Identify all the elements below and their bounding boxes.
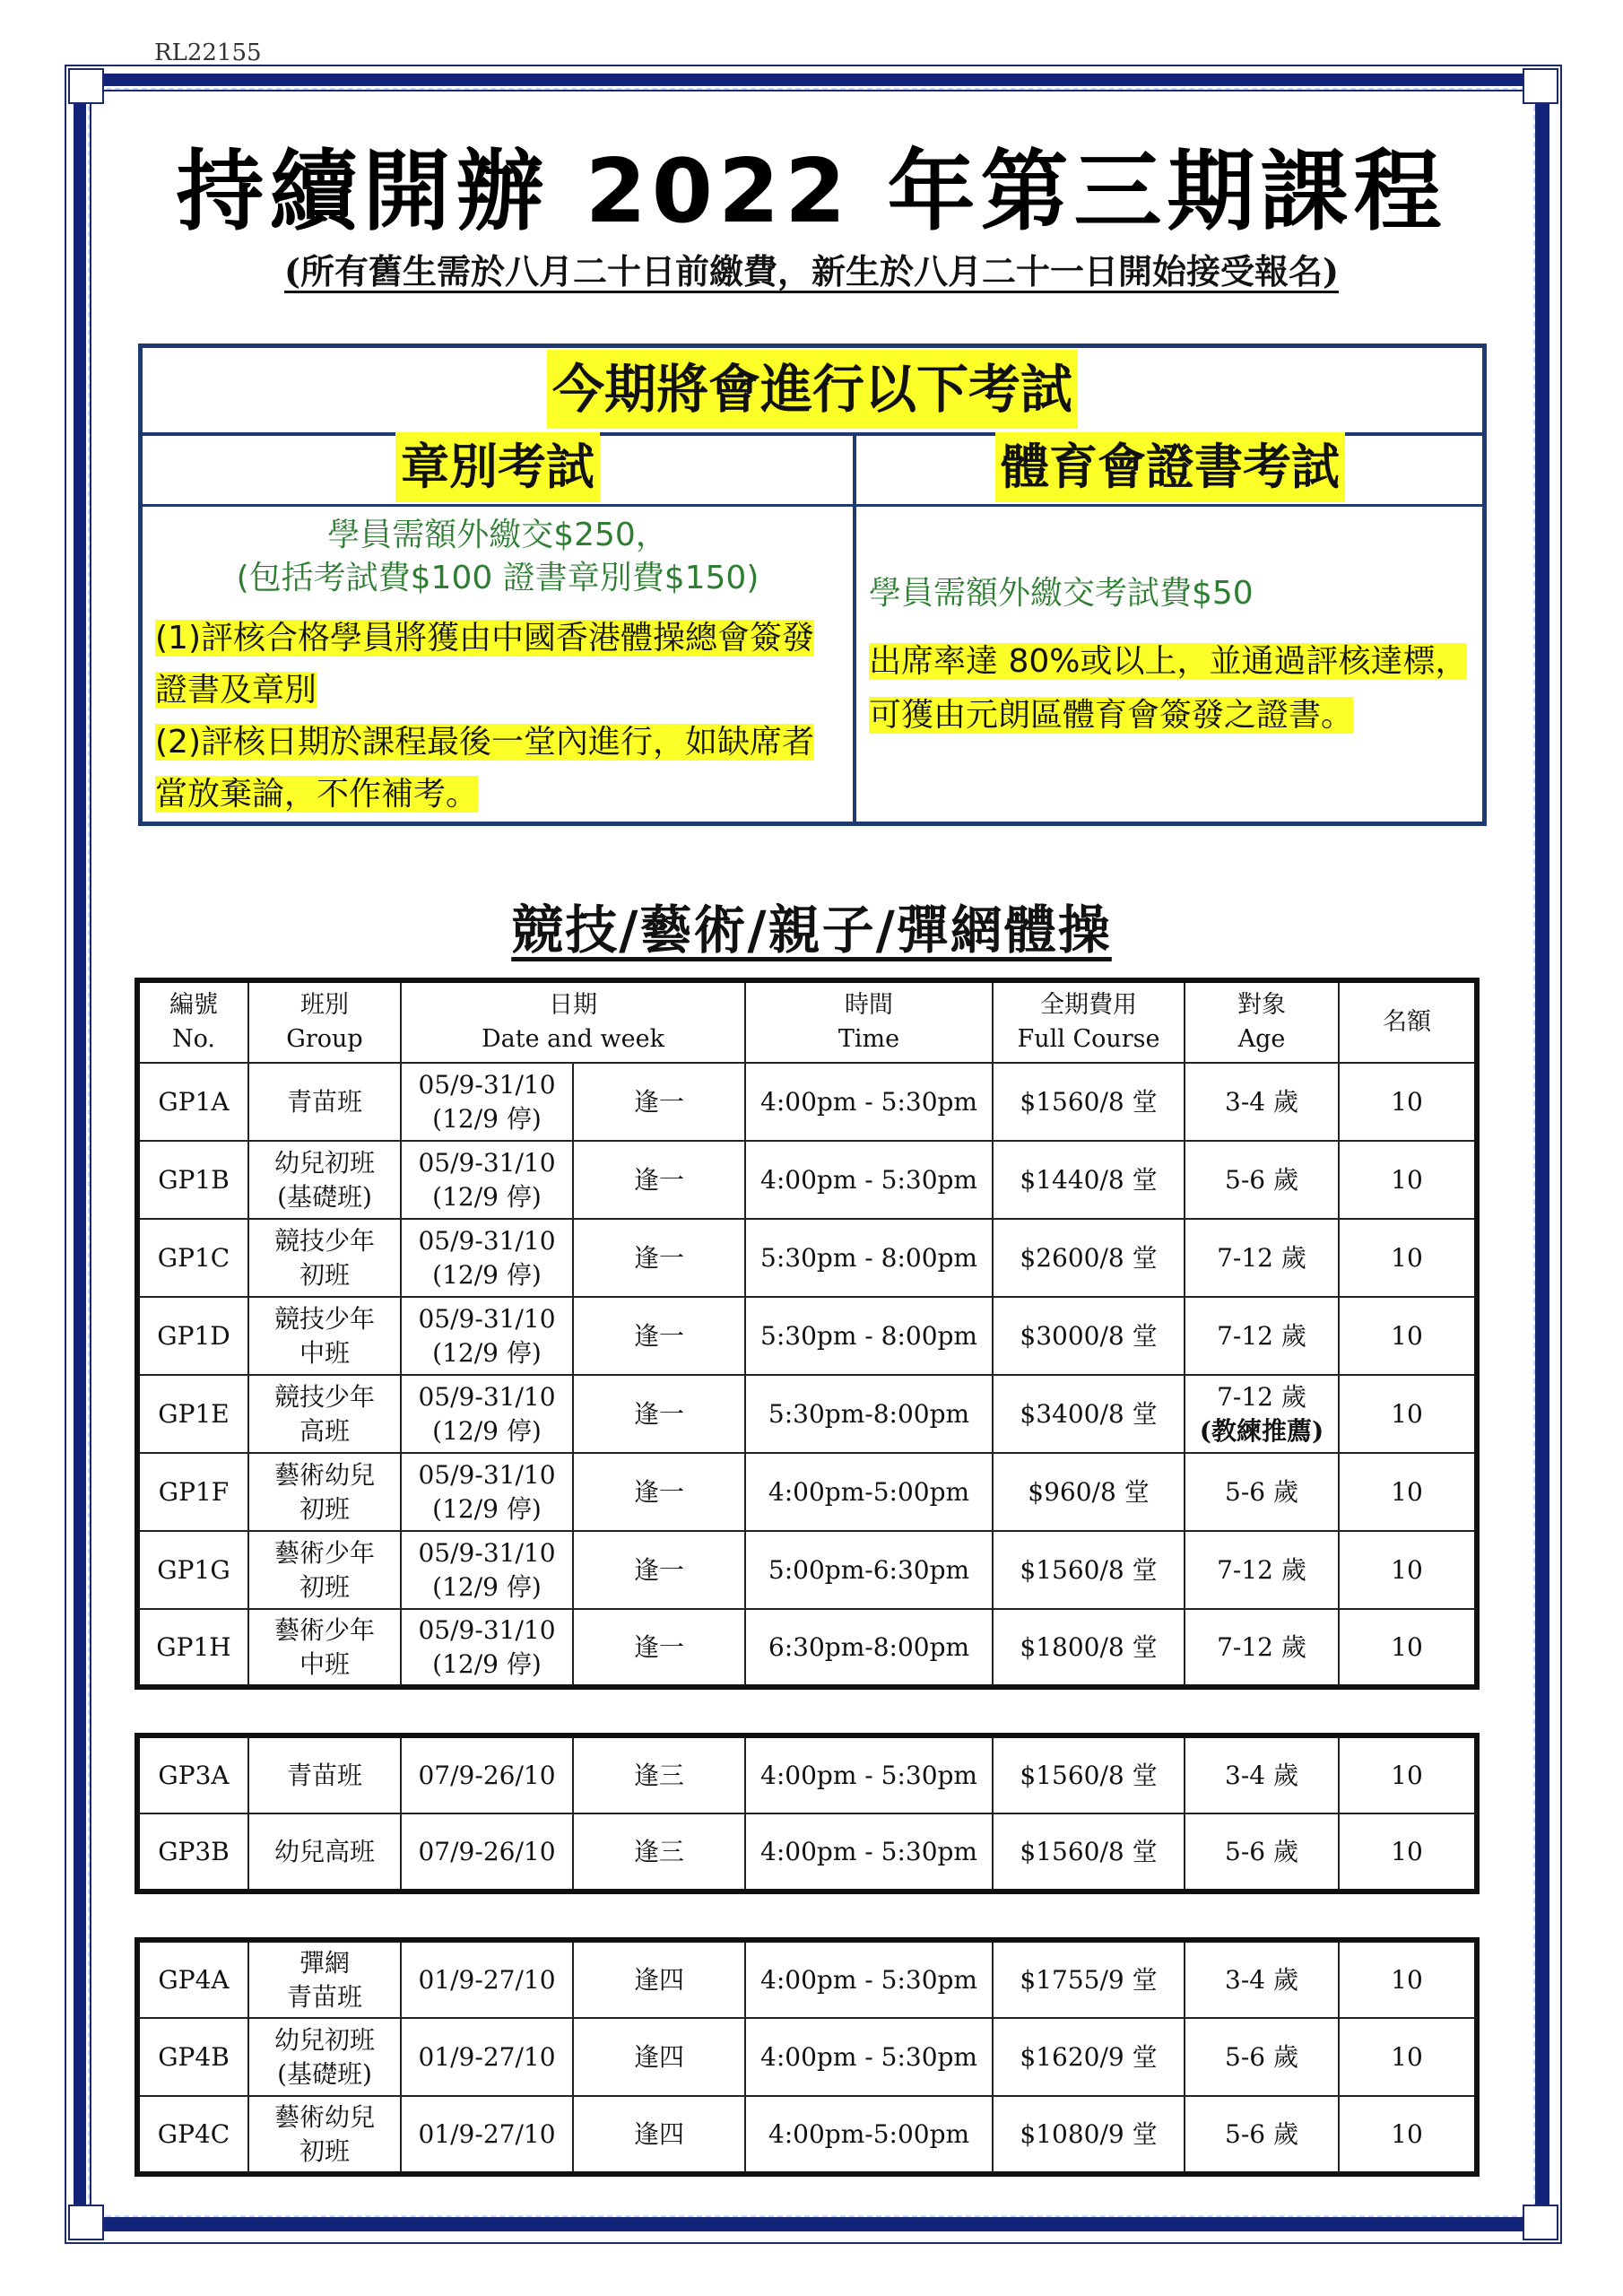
weekday-cell: 逢三: [573, 1735, 745, 1813]
section-title-text: 競技/藝術/親子/彈網體操: [511, 900, 1112, 961]
date-cell: 05/9-31/10 (12/9 停): [401, 1141, 573, 1219]
table-row: [137, 1063, 1477, 1141]
weekday-cell: 逢三: [573, 1813, 745, 1892]
date-cell: 05/9-31/10 (12/9 停): [401, 1063, 573, 1141]
time-cell: 4:00pm - 5:30pm: [745, 1735, 993, 1813]
fee-cell: $2600/8 堂: [993, 1219, 1185, 1297]
table-row: [137, 1813, 1477, 1892]
fee-cell: $1560/8 堂: [993, 1063, 1185, 1141]
table-row: [137, 1297, 1477, 1375]
fee-cell: $1620/9 堂: [993, 2018, 1185, 2096]
class-code-cell: GP3A: [137, 1735, 248, 1813]
badge-exam-column: [143, 432, 856, 822]
time-cell: 4:00pm - 5:30pm: [745, 1063, 993, 1141]
exam-info-box: [138, 344, 1487, 826]
class-group-cell: 幼兒高班: [248, 1813, 401, 1892]
page-title: 持續開辦 2022 年第三期課程: [176, 141, 1447, 243]
quota-cell: 10: [1339, 1453, 1477, 1531]
schedule-table-1: [135, 978, 1480, 1690]
age-cell: 3-4 歲: [1185, 1735, 1339, 1813]
time-cell: 5:30pm - 8:00pm: [745, 1297, 993, 1375]
weekday-cell: 逢一: [573, 1375, 745, 1453]
badge-exam-fee: [143, 514, 853, 600]
weekday-cell: 逢一: [573, 1609, 745, 1687]
fee-cell: $1560/8 堂: [993, 1735, 1185, 1813]
border-corner-bl: [68, 2205, 104, 2240]
subtitle-text: (所有舊生需於八月二十日前繳費，新生於八月二十一日開始接受報名): [284, 251, 1339, 291]
weekday-cell: 逢一: [573, 1531, 745, 1609]
date-cell: 05/9-31/10 (12/9 停): [401, 1453, 573, 1531]
weekday-cell: 逢一: [573, 1453, 745, 1531]
class-group-cell: 藝術幼兒 初班: [248, 1453, 401, 1531]
class-group-cell: 競技少年 中班: [248, 1297, 401, 1375]
class-code-cell: GP3B: [137, 1813, 248, 1892]
class-code-cell: GP1C: [137, 1219, 248, 1297]
header-time: 時間 Time: [745, 980, 993, 1063]
badge-exam-fee-line1: 學員需額外繳交$250，: [327, 517, 668, 553]
class-group-cell: 競技少年 高班: [248, 1375, 401, 1453]
date-cell: 05/9-31/10 (12/9 停): [401, 1375, 573, 1453]
class-code-cell: GP1F: [137, 1453, 248, 1531]
class-group-cell: 青苗班: [248, 1063, 401, 1141]
certificate-exam-fee: 學員需額外繳交考試費$50: [869, 575, 1254, 612]
header-date: 日期 Date and week: [401, 980, 745, 1063]
class-code-cell: GP1G: [137, 1531, 248, 1609]
time-cell: 4:00pm-5:00pm: [745, 2096, 993, 2174]
header-quota: 名額: [1339, 980, 1477, 1063]
quota-cell: 10: [1339, 1531, 1477, 1609]
time-cell: 4:00pm - 5:30pm: [745, 1141, 993, 1219]
table-row: [137, 1609, 1477, 1687]
certificate-exam-notes: [869, 635, 1468, 743]
quota-cell: 10: [1339, 1735, 1477, 1813]
class-code-cell: GP4C: [137, 2096, 248, 2174]
date-cell: 01/9-27/10: [401, 2096, 573, 2174]
weekday-cell: 逢四: [573, 2018, 745, 2096]
schedule-table-3: [135, 1937, 1480, 2177]
class-group-cell: 藝術少年 初班: [248, 1531, 401, 1609]
header-fee: 全期費用 Full Course: [993, 980, 1185, 1063]
border-corner-br: [1523, 2205, 1558, 2240]
badge-exam-title: 章別考試: [395, 432, 600, 502]
certificate-exam-title: 體育會證書考試: [995, 432, 1345, 502]
weekday-cell: 逢一: [573, 1063, 745, 1141]
fee-cell: $1440/8 堂: [993, 1141, 1185, 1219]
document-id: RL22155: [154, 39, 262, 66]
badge-exam-title-row: [143, 432, 853, 507]
quota-cell: 10: [1339, 1297, 1477, 1375]
schedule-table-2: [135, 1733, 1480, 1894]
fee-cell: $1560/8 堂: [993, 1813, 1185, 1892]
class-code-cell: GP1H: [137, 1609, 248, 1687]
fee-cell: $3000/8 堂: [993, 1297, 1185, 1375]
quota-cell: 10: [1339, 1219, 1477, 1297]
age-cell: 7-12 歲: [1185, 1219, 1339, 1297]
table-row: [137, 2018, 1477, 2096]
page-subtitle: [99, 244, 1524, 293]
class-code-cell: GP4B: [137, 2018, 248, 2096]
class-group-cell: 幼兒初班 (基礎班): [248, 2018, 401, 2096]
time-cell: 6:30pm-8:00pm: [745, 1609, 993, 1687]
table-row: [137, 1219, 1477, 1297]
exam-header-text: 今期將會進行以下考試: [547, 350, 1078, 429]
class-group-cell: 青苗班: [248, 1735, 401, 1813]
quota-cell: 10: [1339, 1375, 1477, 1453]
class-group-cell: 藝術少年 中班: [248, 1609, 401, 1687]
weekday-cell: 逢一: [573, 1219, 745, 1297]
date-cell: 05/9-31/10 (12/9 停): [401, 1297, 573, 1375]
quota-cell: 10: [1339, 1813, 1477, 1892]
time-cell: 4:00pm - 5:30pm: [745, 1940, 993, 2018]
fee-cell: $1800/8 堂: [993, 1609, 1185, 1687]
age-cell: 5-6 歲: [1185, 2018, 1339, 2096]
table-row: [137, 1531, 1477, 1609]
date-cell: 05/9-31/10 (12/9 停): [401, 1219, 573, 1297]
certificate-exam-note: 出席率達 80%或以上，並通過評核達標，可獲由元朗區體育會簽發之證書。: [869, 643, 1468, 734]
time-cell: 5:30pm-8:00pm: [745, 1375, 993, 1453]
time-cell: 5:00pm-6:30pm: [745, 1531, 993, 1609]
quota-cell: 10: [1339, 2096, 1477, 2174]
badge-exam-note-1: (1)評核合格學員將獲由中國香港體操總會簽發證書及章別: [155, 620, 814, 709]
quota-cell: 10: [1339, 1141, 1477, 1219]
header-group: 班別 Group: [248, 980, 401, 1063]
weekday-cell: 逢一: [573, 1141, 745, 1219]
time-cell: 4:00pm-5:00pm: [745, 1453, 993, 1531]
section-title: [99, 888, 1524, 963]
header-code: 編號 No.: [137, 980, 248, 1063]
fee-cell: $1080/9 堂: [993, 2096, 1185, 2174]
class-code-cell: GP1A: [137, 1063, 248, 1141]
quota-cell: 10: [1339, 2018, 1477, 2096]
class-group-cell: 競技少年 初班: [248, 1219, 401, 1297]
table-row: [137, 1735, 1477, 1813]
class-code-cell: GP1E: [137, 1375, 248, 1453]
date-cell: 07/9-26/10: [401, 1735, 573, 1813]
age-cell: 7-12 歲: [1185, 1297, 1339, 1375]
fee-cell: $1755/9 堂: [993, 1940, 1185, 2018]
weekday-cell: 逢四: [573, 1940, 745, 2018]
fee-cell: $960/8 堂: [993, 1453, 1185, 1531]
date-cell: 01/9-27/10: [401, 1940, 573, 2018]
table-header-row: [137, 980, 1477, 1063]
time-cell: 5:30pm - 8:00pm: [745, 1219, 993, 1297]
table-row: [137, 1141, 1477, 1219]
age-cell: 3-4 歲: [1185, 1940, 1339, 2018]
time-cell: 4:00pm - 5:30pm: [745, 1813, 993, 1892]
class-code-cell: GP1B: [137, 1141, 248, 1219]
age-cell: 5-6 歲: [1185, 1813, 1339, 1892]
fee-cell: $1560/8 堂: [993, 1531, 1185, 1609]
quota-cell: 10: [1339, 1940, 1477, 2018]
date-cell: 07/9-26/10: [401, 1813, 573, 1892]
class-group-cell: 幼兒初班 (基礎班): [248, 1141, 401, 1219]
certificate-exam-title-row: [856, 432, 1484, 507]
date-cell: 05/9-31/10 (12/9 停): [401, 1531, 573, 1609]
quota-cell: 10: [1339, 1609, 1477, 1687]
fee-cell: $3400/8 堂: [993, 1375, 1185, 1453]
certificate-exam-column: [856, 432, 1484, 822]
age-cell: 3-4 歲: [1185, 1063, 1339, 1141]
weekday-cell: 逢一: [573, 1297, 745, 1375]
class-code-cell: GP1D: [137, 1297, 248, 1375]
table-row: [137, 1375, 1477, 1453]
header-age: 對象 Age: [1185, 980, 1339, 1063]
time-cell: 4:00pm - 5:30pm: [745, 2018, 993, 2096]
class-group-cell: 彈網 青苗班: [248, 1940, 401, 2018]
exam-header: [143, 348, 1482, 436]
age-cell: 5-6 歲: [1185, 1453, 1339, 1531]
date-cell: 05/9-31/10 (12/9 停): [401, 1609, 573, 1687]
age-cell: 7-12 歲: [1185, 1531, 1339, 1609]
badge-exam-note-2: (2)評核日期於課程最後一堂內進行，如缺席者當放棄論，不作補考。: [155, 724, 814, 813]
border-corner-tr: [1523, 68, 1558, 104]
quota-cell: 10: [1339, 1063, 1477, 1141]
badge-exam-fee-line2: (包括考試費$100 證書章別費$150): [236, 560, 759, 596]
table-row: [137, 2096, 1477, 2174]
weekday-cell: 逢四: [573, 2096, 745, 2174]
class-code-cell: GP4A: [137, 1940, 248, 2018]
class-group-cell: 藝術幼兒 初班: [248, 2096, 401, 2174]
table-row: [137, 1940, 1477, 2018]
badge-exam-notes: [155, 613, 840, 821]
age-cell: 7-12 歲: [1185, 1609, 1339, 1687]
age-cell: 7-12 歲 (教練推薦): [1185, 1375, 1339, 1453]
table-row: [137, 1453, 1477, 1531]
date-cell: 01/9-27/10: [401, 2018, 573, 2096]
border-corner-tl: [68, 68, 104, 104]
age-cell: 5-6 歲: [1185, 1141, 1339, 1219]
age-cell: 5-6 歲: [1185, 2096, 1339, 2174]
